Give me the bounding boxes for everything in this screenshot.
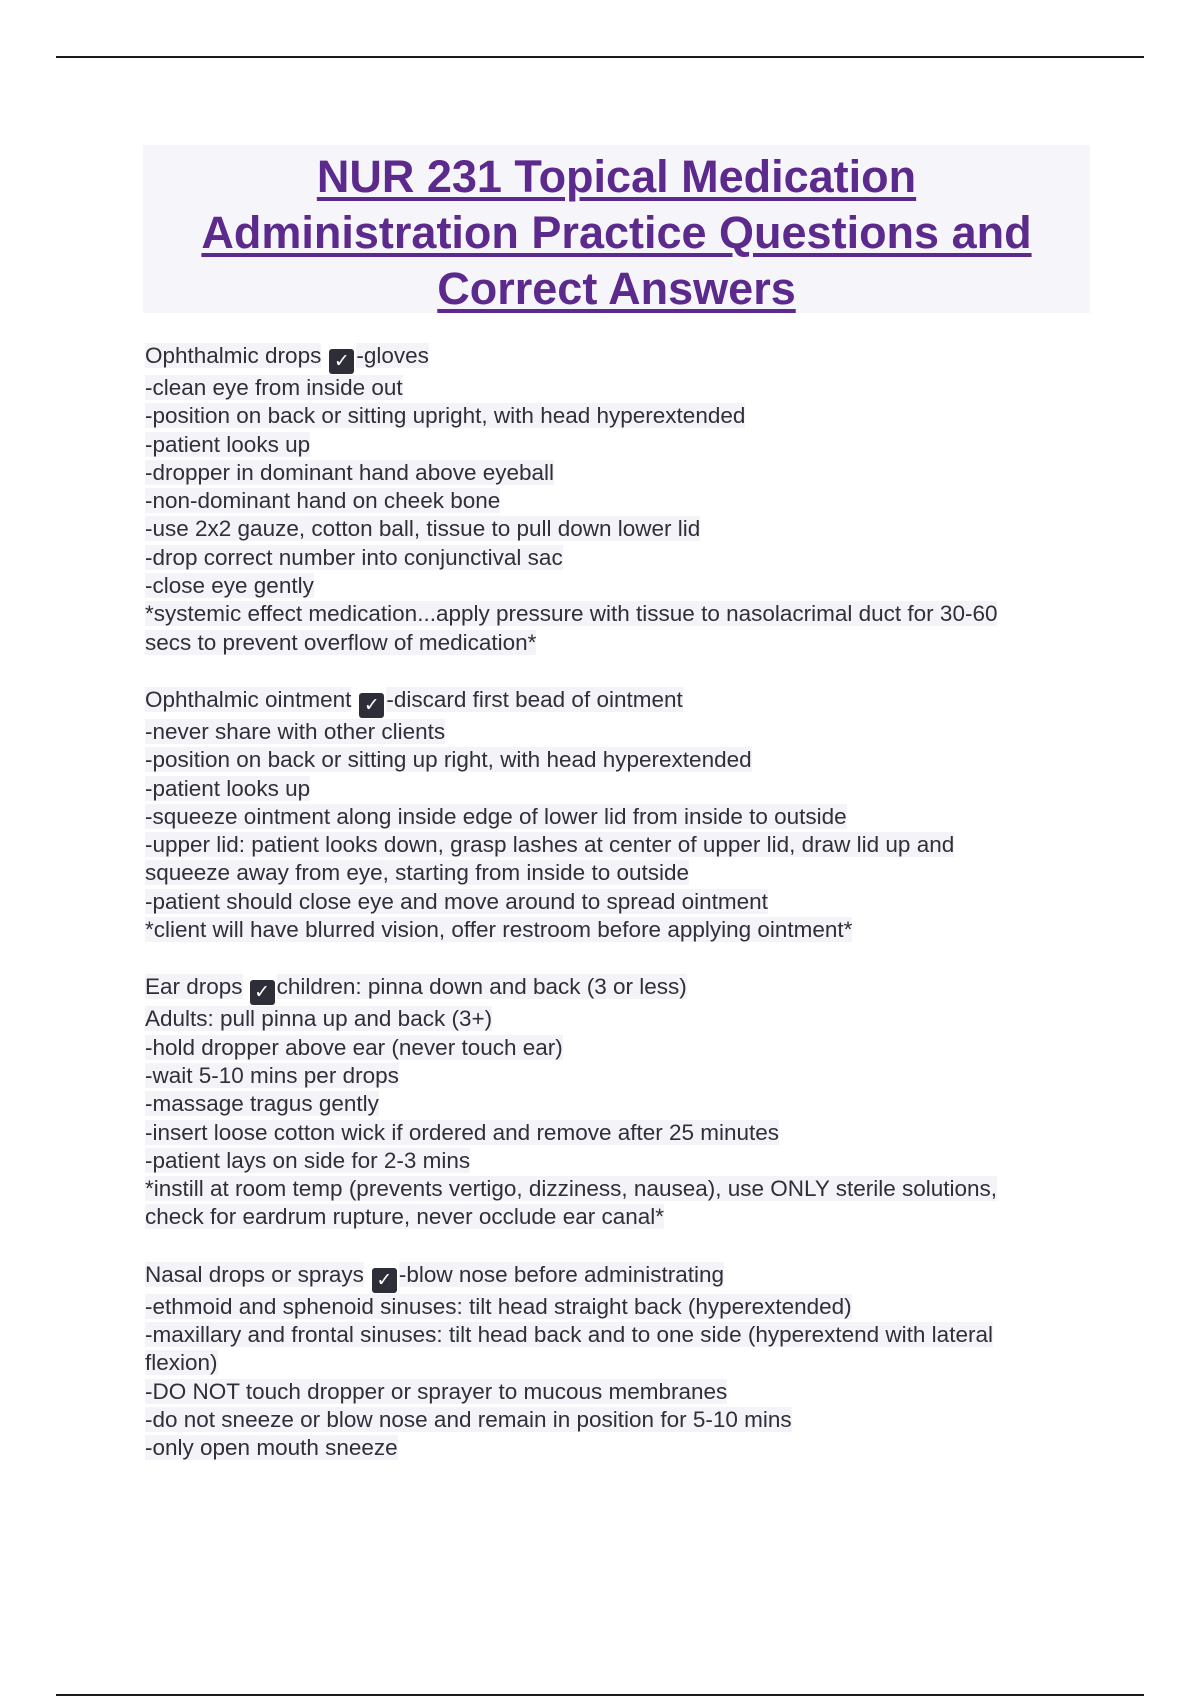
question-line [145,342,1090,374]
checkmark-icon: ✓ [250,980,275,1005]
flashcard-ophthalmic-ointment [145,686,1090,944]
answer-line: -hold dropper above ear (never touch ear) [145,1034,563,1060]
answer-line: *systemic effect medication...apply pressure with tissue to nasolacrimal duct for 30-60 [145,601,998,627]
bottom-rule [56,1694,1144,1696]
title-line: Administration Practice Questions and [201,207,1032,258]
answer-line: -DO NOT touch dropper or sprayer to mucous membranes [145,1378,728,1404]
title-banner [143,145,1090,313]
term-text: Nasal drops or sprays [145,1261,364,1287]
answer-line: squeeze away from eye, starting from inside to outside [145,860,690,886]
answer-line: -wait 5-10 mins per drops [145,1062,399,1088]
answer-line: -massage tragus gently [145,1091,379,1117]
answer-line: -patient lays on side for 2-3 mins [145,1147,471,1173]
flashcard-ear-drops [145,973,1090,1231]
answer-line: -maxillary and frontal sinuses: tilt head back and to one side (hyperextend with lateral [145,1322,993,1348]
answer-line: -use 2x2 gauze, cotton ball, tissue to pull down lower lid [145,516,701,542]
answer-line: -non-dominant hand on cheek bone [145,488,501,514]
answer-text: -discard first bead of ointment [386,686,683,712]
answer-line: -do not sneeze or blow nose and remain in position for 5-10 mins [145,1406,792,1432]
answer-line: -never share with other clients [145,718,446,744]
checkmark-icon: ✓ [372,1268,397,1293]
flashcard-list [145,342,1090,1492]
question-line [145,1261,1090,1293]
answer-line: -squeeze ointment along inside edge of lower lid from inside to outside [145,803,847,829]
answer-line: -patient should close eye and move around to spread ointment [145,888,768,914]
answer-line: secs to prevent overflow of medication* [145,629,537,655]
answer-line: -position on back or sitting up right, with head hyperextended [145,747,752,773]
flashcard-ophthalmic-drops [145,342,1090,657]
answer-line: -drop correct number into conjunctival sac [145,544,563,570]
answer-line: -only open mouth sneeze [145,1435,398,1461]
answer-line: Adults: pull pinna up and back (3+) [145,1006,493,1032]
top-rule [56,56,1144,58]
answer-line: *instill at room temp (prevents vertigo, dizziness, nausea), use ONLY sterile solutions, [145,1176,998,1202]
answer-text: children: pinna down and back (3 or less) [276,974,687,1000]
answer-line: -patient looks up [145,775,311,801]
answer-line: check for eardrum rupture, never occlude ear canal* [145,1204,665,1230]
answer-line: -patient looks up [145,431,311,457]
answer-line: -position on back or sitting upright, with head hyperextended [145,403,746,429]
answer-text: -blow nose before administrating [398,1261,725,1287]
answer-line: -close eye gently [145,573,314,599]
flashcard-nasal-drops [145,1261,1090,1463]
checkmark-icon: ✓ [359,693,384,718]
term-text: Ophthalmic ointment [145,686,352,712]
title-line: Correct Answers [437,263,796,314]
answer-line: -upper lid: patient looks down, grasp lashes at center of upper lid, draw lid up and [145,832,955,858]
answer-line: flexion) [145,1350,218,1376]
answer-line: -clean eye from inside out [145,375,403,400]
answer-line: *client will have blurred vision, offer restroom before applying ointment* [145,917,853,943]
term-text: Ophthalmic drops [145,343,322,368]
answer-line: -dropper in dominant hand above eyeball [145,459,555,485]
answer-line: -insert loose cotton wick if ordered and remove after 25 minutes [145,1119,780,1145]
question-line [145,686,1090,718]
term-text: Ear drops [145,974,243,1000]
title-line: NUR 231 Topical Medication [316,151,917,202]
answer-line: -ethmoid and sphenoid sinuses: tilt head straight back (hyperextended) [145,1293,852,1319]
question-line [145,973,1090,1005]
answer-text: -gloves [356,343,429,368]
checkmark-icon: ✓ [329,349,354,374]
